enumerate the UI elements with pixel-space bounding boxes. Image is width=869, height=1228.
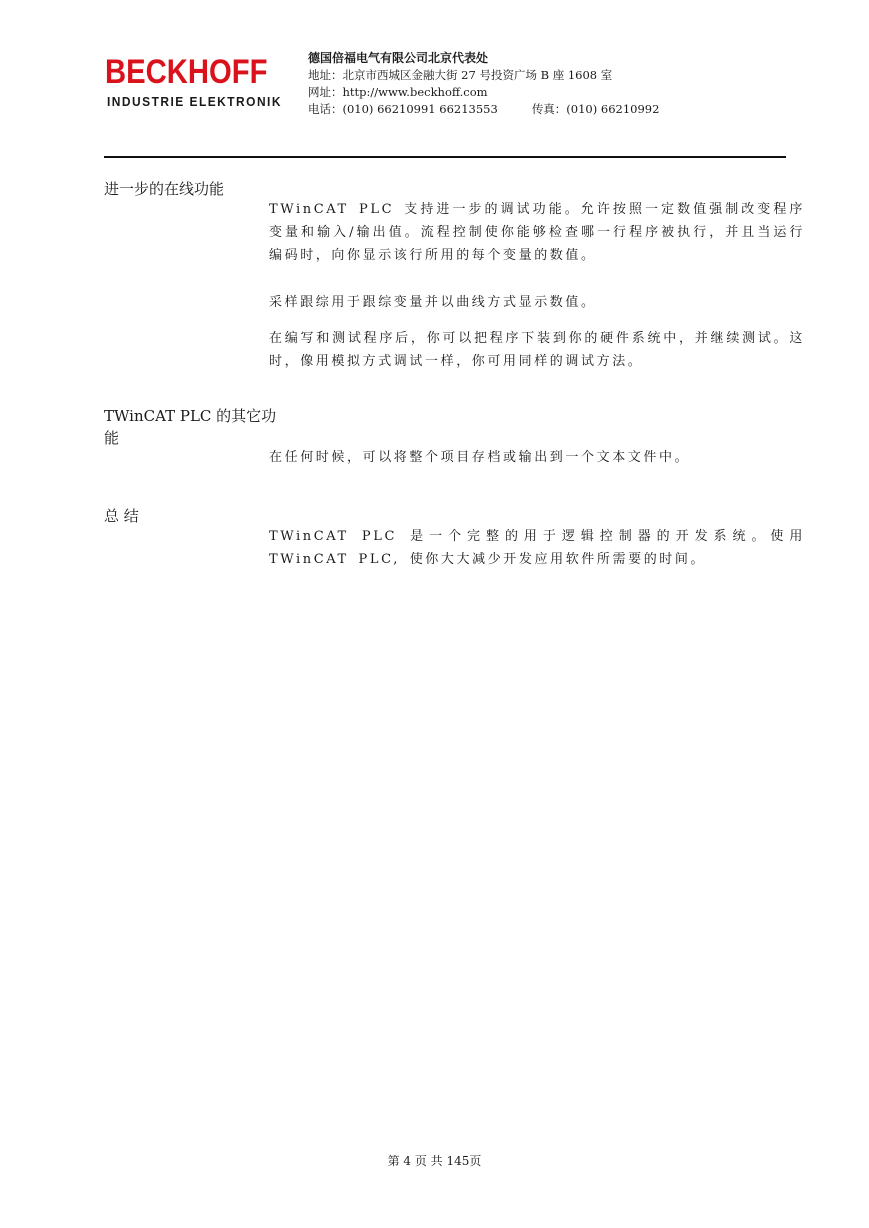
fax-line: 传真：(010) 66210992	[531, 102, 660, 116]
paragraph: TWinCAT PLC 支持进一步的调试功能。允许按照一定数值强制改变程序变量和输入/输出值。流程控制使你能够检查哪一行程序被执行，并且当运行编码时，向你显示该行所用的每个变量的数值。	[269, 202, 805, 264]
section-title: 总 结	[104, 507, 139, 525]
section-title: TWinCAT PLC 的其它功能	[104, 407, 277, 447]
paragraph: 采样跟综用于跟综变量并以曲线方式显示数值。	[269, 295, 597, 310]
address-line: 地址：北京市西城区金融大街 27 号投资广场 B 座 1608 室	[308, 68, 613, 82]
header-divider	[104, 156, 786, 158]
contact-block	[308, 50, 659, 118]
website-line: 网址：http://www.beckhoff.com	[308, 85, 488, 99]
page-number: 第 4 页 共 145页	[387, 1154, 482, 1168]
paragraph: TWinCAT PLC 是一个完整的用于逻辑控制器的开发系统。使用 TWinCAT PLC, 使你大大减少开发应用软件所需要的时间。	[269, 529, 805, 568]
page-header	[105, 50, 805, 120]
phone-fax-line	[308, 101, 659, 118]
logo-tagline: INDUSTRIE ELEKTRONIK	[107, 94, 282, 109]
beckhoff-logo: BECKHOFF	[105, 53, 268, 91]
section-title: 进一步的在线功能	[104, 180, 225, 198]
company-name: 德国倍福电气有限公司北京代表处	[308, 51, 489, 65]
paragraph: 在编写和测试程序后，你可以把程序下装到你的硬件系统中，并继续测试。这时，像用模拟方式调试一样，你可用同样的调试方法。	[269, 331, 805, 370]
paragraph: 在任何时候，可以将整个项目存档或输出到一个文本文件中。	[269, 450, 691, 465]
phone-line: 电话：(010) 66210991 66213553	[308, 102, 498, 116]
